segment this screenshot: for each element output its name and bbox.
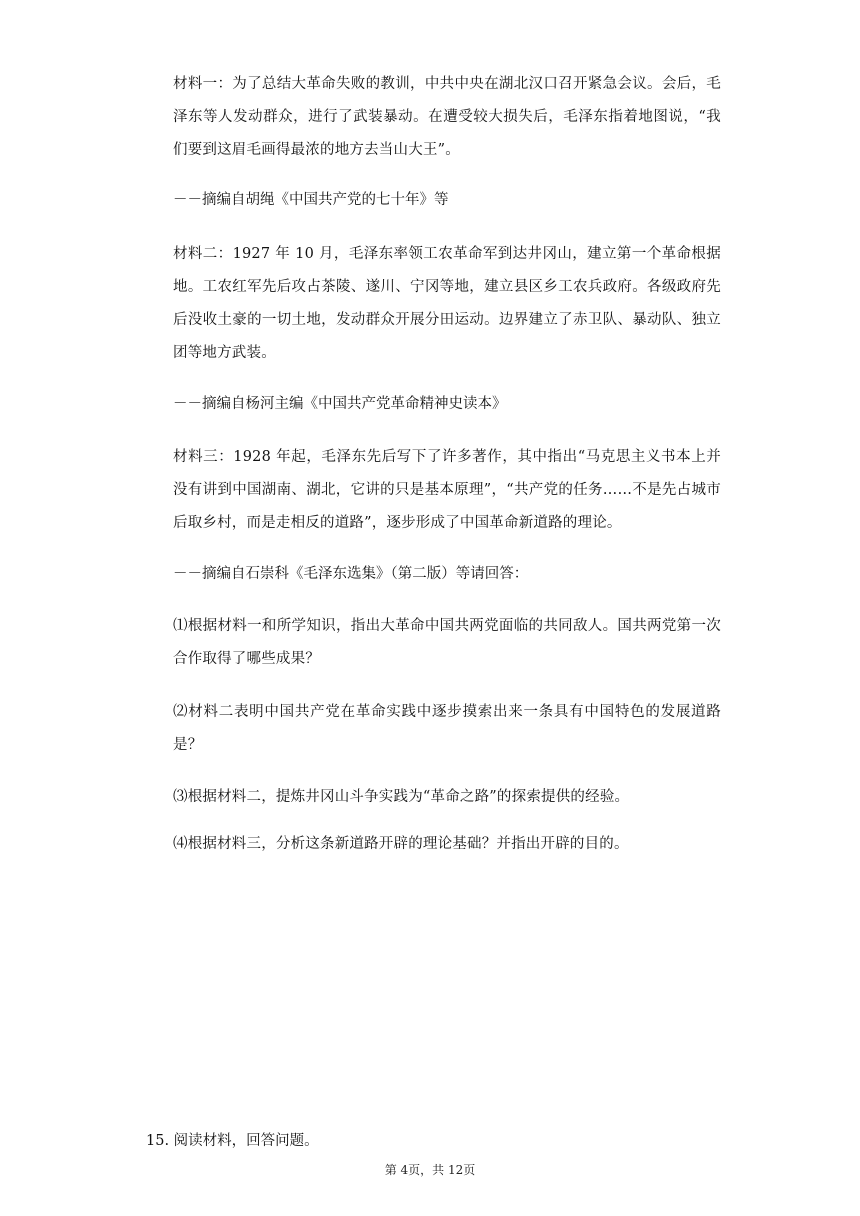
material-one-text: 材料一：为了总结大革命失败的教训，中共中央在湖北汉口召开紧急会议。会后，毛泽东等人发动群众，进行了武装暴动。在遭受较大损失后，毛泽东指着地图说，“我们要到这眉毛画得最浓的地方去当山大王”。	[173, 76, 721, 158]
page-footer: 第 4页，共 12页	[384, 1163, 476, 1177]
question-4: ⑷根据材料三，分析这条新道路开辟的理论基础？并指出开辟的目的。	[173, 836, 629, 852]
question-2: ⑵材料二表明中国共产党在革命实践中逐步摸索出来一条具有中国特色的发展道路是？	[173, 704, 721, 753]
question-3: ⑶根据材料二，提炼井冈山斗争实践为“革命之路”的探索提供的经验。	[173, 789, 630, 805]
material-two-text: 材料二：1927 年 10 月，毛泽东率领工农革命军到达井冈山，建立第一个革命根据地。工农红军先后攻占茶陵、遂川、宁冈等地，建立县区乡工农兵政府。各级政府先后没收土豪的一切土地，发动群众开展分田运动。边界建立了赤卫队、暴动队、独立团等地方武装。	[173, 246, 721, 361]
material-three-text: 材料三：1928 年起，毛泽东先后写下了许多著作，其中指出“马克思主义书本上并没有讲到中国湖南、湖北，它讲的只是基本原理”，“共产党的任务……不是先占城市后取乡村，而是走相反的道路”，逐步形成了中国革命新道路的理论。	[173, 449, 721, 531]
material-one-source: －－摘编自胡绳《中国共产党的七十年》等	[173, 192, 449, 208]
question-15-heading: 15. 阅读材料，回答问题。	[146, 1133, 319, 1149]
material-two-source: －－摘编自杨河主编《中国共产党革命精神史读本》	[173, 396, 507, 412]
material-three-source: －－摘编自石崇科《毛泽东选集》（第二版）等请回答：	[173, 566, 529, 582]
question-1: ⑴根据材料一和所学知识，指出大革命中国共两党面临的共同敌人。国共两党第一次合作取得了哪些成果？	[173, 618, 721, 667]
